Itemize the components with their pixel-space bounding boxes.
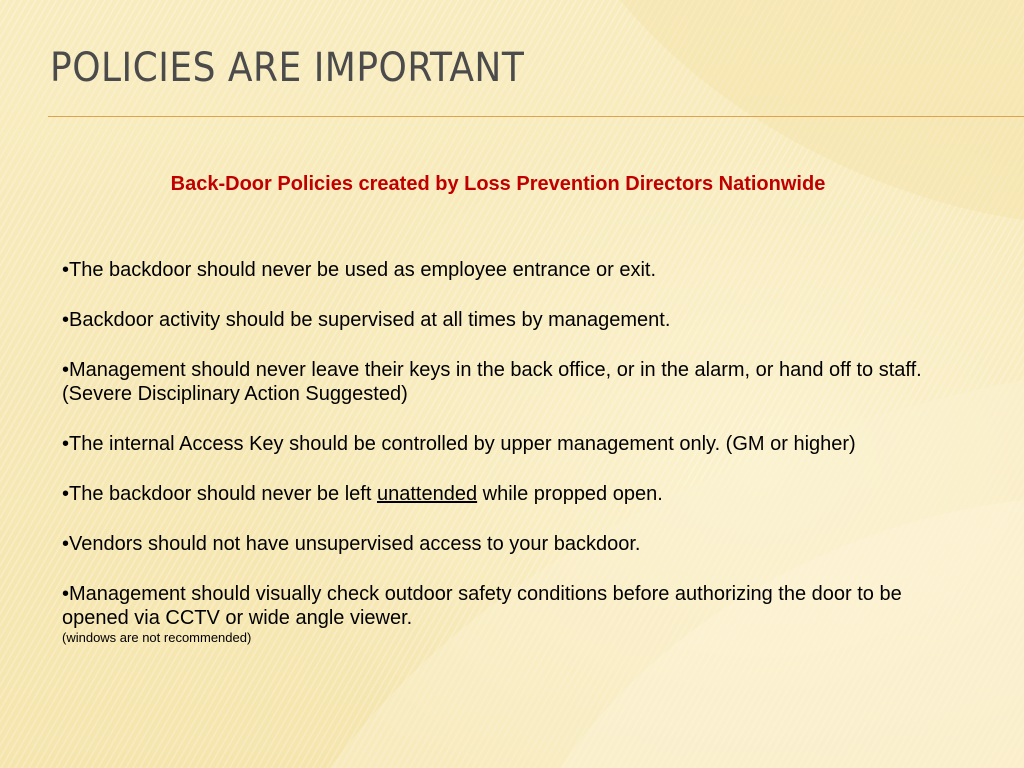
slide-subtitle: Back-Door Policies created by Loss Prevention Directors Nationwide: [170, 173, 826, 195]
policy-bullet-list: [62, 258, 962, 672]
bullet-text-after: while propped open.: [477, 483, 663, 505]
bullet-text: •Management should visually check outdoor safety conditions before authorizing the door to be opened via CCTV or wide angle viewer.: [62, 583, 902, 629]
bullet-footnote: (windows are not recommended): [62, 630, 252, 645]
bullet-item: •Vendors should not have unsupervised access to your backdoor.: [62, 533, 641, 555]
bullet-item: [62, 482, 962, 506]
bullet-item: •Management should never leave their keys in the back office, or in the alarm, or hand off to staff. (Severe Disciplinary Action Suggested): [62, 359, 922, 405]
bullet-text-before: •The backdoor should never be left: [62, 483, 377, 505]
underlined-emphasis: unattended: [376, 483, 478, 505]
bullet-item: •Backdoor activity should be supervised at all times by management.: [62, 309, 671, 331]
title-divider: [48, 116, 1024, 117]
bullet-item: •The internal Access Key should be controlled by upper management only. (GM or higher): [62, 433, 856, 455]
bullet-item: [62, 582, 962, 646]
bullet-item: •The backdoor should never be used as employee entrance or exit.: [62, 259, 657, 281]
slide-title: POLICIES ARE IMPORTANT: [50, 45, 525, 91]
